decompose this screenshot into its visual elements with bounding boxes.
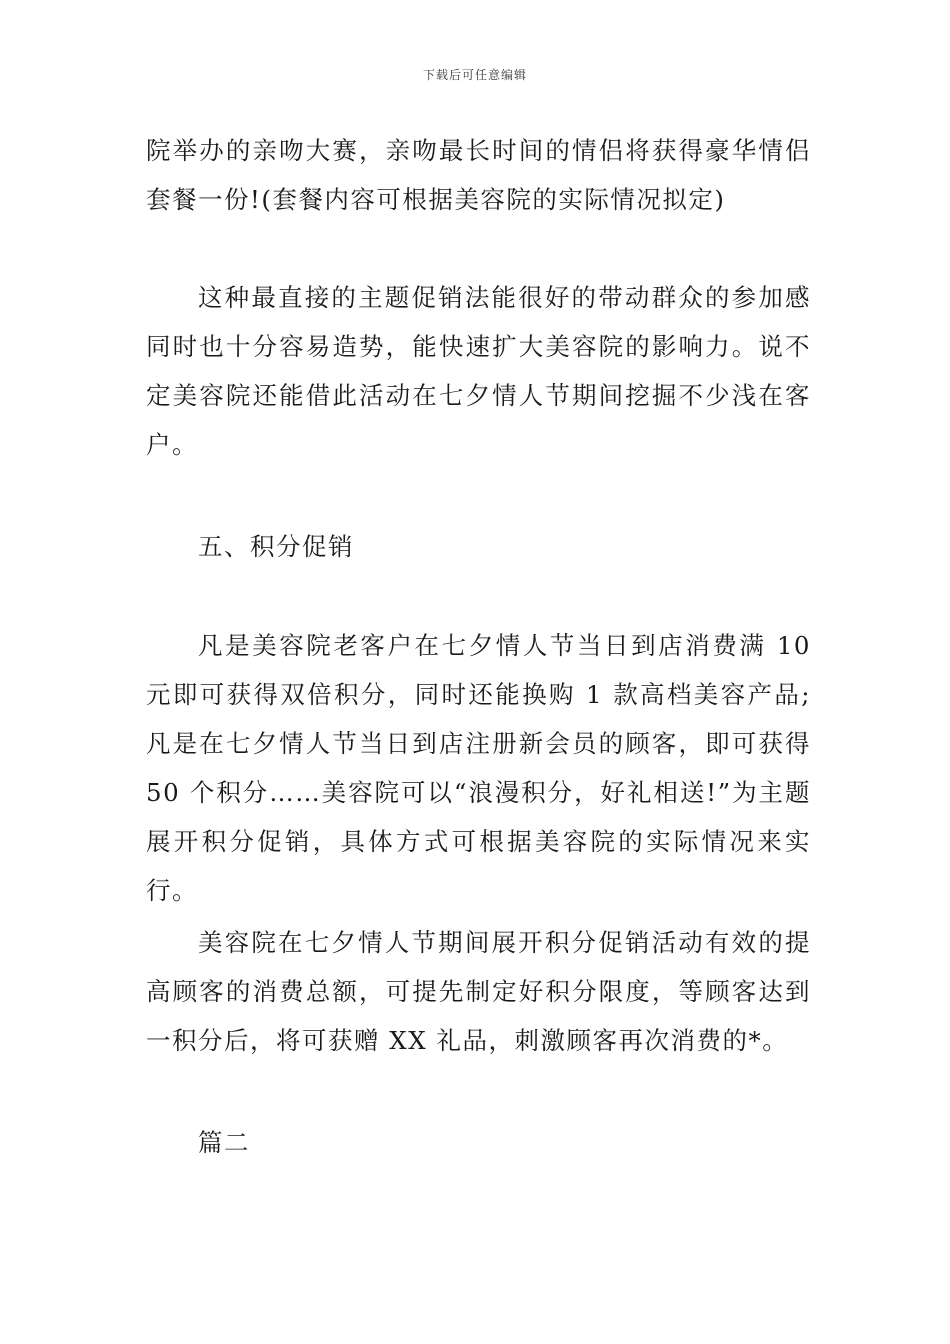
paragraph-kiss-contest: 院举办的亲吻大赛，亲吻最长时间的情侣将获得豪华情侣套餐一份!(套餐内容可根据美容院的实际情况拟定)	[146, 136, 811, 214]
paragraph-theme-promotion: 这种最直接的主题促销法能很好的带动群众的参加感同时也十分容易造势，能快速扩大美容院的影响力。说不定美容院还能借此活动在七夕情人节期间挖掘不少浅在客户。	[146, 283, 811, 459]
paragraph-points-effect: 美容院在七夕情人节期间展开积分促销活动有效的提高顾客的消费总额，可提先制定好积分限度，等顾客达到一积分后，将可获赠 XX 礼品，刺激顾客再次消费的*。	[146, 928, 811, 1055]
section-heading-part-two: 篇二	[198, 1128, 250, 1157]
section-heading-points-promotion: 五、积分促销	[198, 532, 354, 561]
page-header: 下载后可任意编辑	[422, 68, 527, 82]
paragraph-points-details: 凡是美容院老客户在七夕情人节当日到店消费满 10 元即可获得双倍积分，同时还能换购 1 款高档美容产品;凡是在七夕情人节当日到店注册新会员的顾客，即可获得 50 个积分……美容院可以“浪漫积分，好礼相送!”为主题展开积分促销，具体方式可根据美容院的实际情况来实行。	[146, 631, 811, 905]
